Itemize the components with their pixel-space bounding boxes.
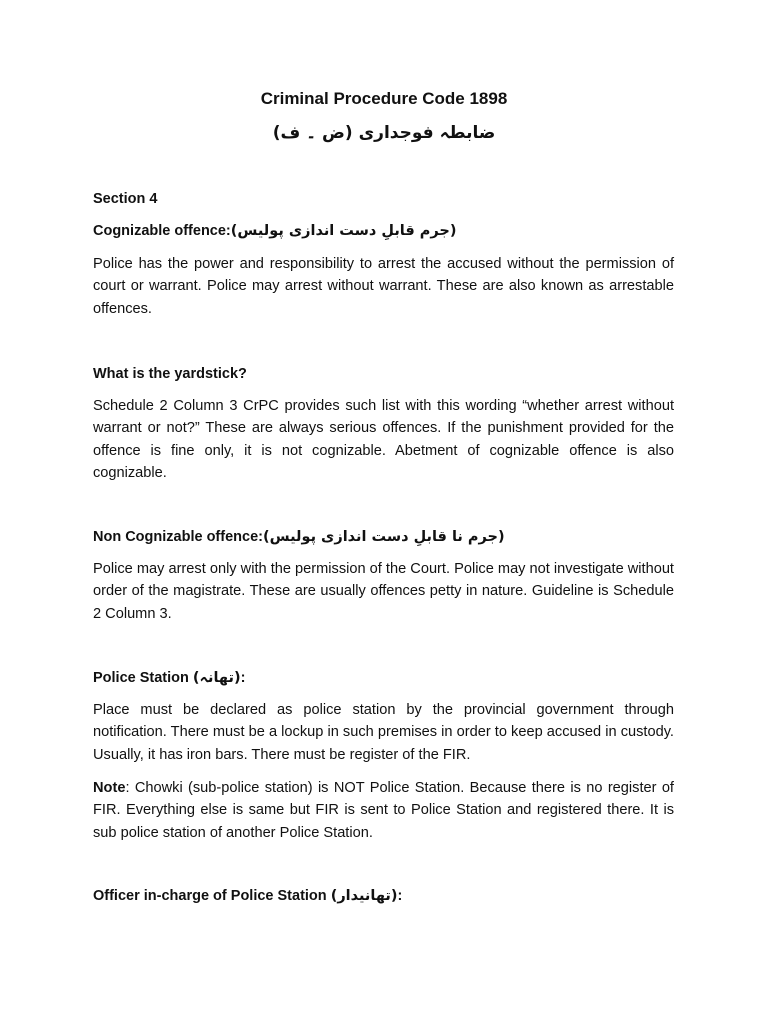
cognizable-heading-text: Cognizable offence: (93, 223, 231, 239)
non-cognizable-paragraph: Police may arrest only with the permission of the Court. Police may not investigate without order of the magistrate. These are usually offences petty in nature. Guideline is Schedule 2 Column 3. (93, 561, 674, 622)
non-cognizable-heading (93, 527, 505, 547)
yardstick-heading: What is the yardstick? (93, 366, 247, 382)
police-station-paragraph: Place must be declared as police station by the provincial government through notification. There must be a lockup in such premises in order to keep accused in custody. Usually, it has iron bars. There must be register of the FIR. (93, 702, 674, 763)
page-subtitle-urdu: ضابطہ فوجداری (ض ۔ ف) (272, 123, 496, 143)
officer-heading-urdu: (تھانیدار) (330, 888, 398, 904)
police-station-heading-urdu: (تھانہ) (192, 670, 241, 686)
officer-heading (93, 886, 402, 906)
officer-heading-colon: : (397, 888, 403, 904)
officer-heading-text: Officer in-charge of Police Station (93, 888, 331, 904)
police-station-heading-colon: : (240, 670, 246, 686)
non-cognizable-heading-text: Non Cognizable offence: (93, 529, 263, 545)
police-station-heading-text: Police Station (93, 670, 193, 686)
cognizable-heading (93, 221, 456, 241)
cognizable-paragraph: Police has the power and responsibility to arrest the accused without the permission of court or warrant. Police may arrest without warrant. These are also known as arrestable offences. (93, 256, 674, 317)
note-label: Note (93, 780, 126, 796)
note-body: : Chowki (sub-police station) is NOT Police Station. Because there is no register of FIR. Everything else is same but FIR is sent to Police Station and registered there. It is sub police station of another Police Station. (93, 780, 674, 841)
non-cognizable-heading-urdu: (جرم نا قابلِ دست اندازی پولیس) (262, 529, 505, 545)
cognizable-heading-urdu: (جرم قابلِ دست اندازی پولیس) (230, 223, 457, 239)
police-station-heading (93, 668, 245, 688)
section-label: Section 4 (93, 191, 158, 207)
yardstick-paragraph: Schedule 2 Column 3 CrPC provides such list with this wording “whether arrest without warrant or not?” These are always serious offences. If the punishment provided for the offence is fine only, it is not cognizable. Abetment of cognizable offence is also cognizable. (93, 398, 674, 481)
note-paragraph (93, 777, 674, 844)
page-title: Criminal Procedure Code 1898 (260, 89, 508, 108)
